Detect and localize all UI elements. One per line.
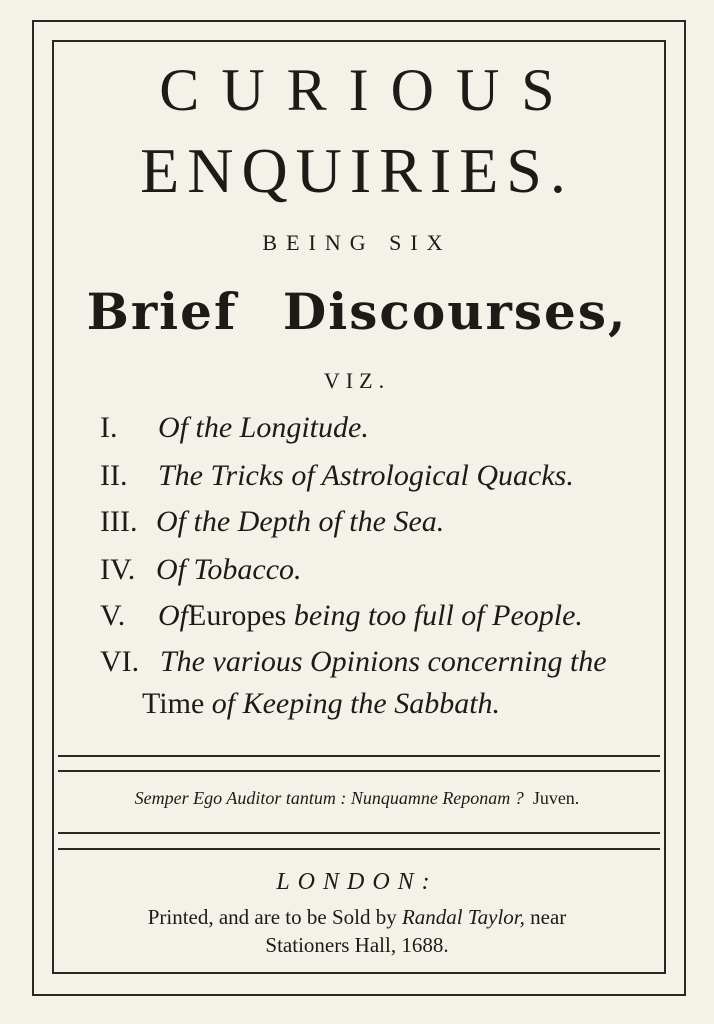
frame-inner-top	[52, 40, 666, 42]
title-curious: CURIOUS	[159, 57, 577, 123]
epigraph-author: Juven.	[532, 788, 580, 808]
item-text-europes: Europes	[188, 599, 287, 632]
imprint-near: near	[530, 905, 567, 929]
separator-lower-1	[58, 832, 660, 834]
item-text: Of the Depth of the Sea.	[156, 505, 445, 538]
frame-outer-bottom	[32, 994, 684, 996]
item-numeral: II.	[100, 459, 128, 492]
continuation-italic: of Keeping the Sabbath.	[211, 687, 501, 720]
continuation-roman: Time	[142, 687, 205, 720]
list-item	[100, 408, 369, 448]
title-brief-discourses: Brief Discourses,	[86, 282, 628, 341]
separator-upper-1	[58, 755, 660, 757]
item-numeral: IV.	[100, 553, 136, 586]
epigraph-text: Semper Ego Auditor tantum : Nunquamne Reponam ?	[134, 788, 524, 808]
item-text-rest: being too full of People.	[293, 599, 583, 632]
imprint-printed: Printed, and are to be Sold by	[147, 905, 397, 929]
item-text-of: Of	[158, 599, 188, 632]
list-item	[100, 502, 444, 542]
list-item	[100, 550, 302, 590]
title-enquiries: ENQUIRIES.	[140, 135, 574, 206]
imprint-line-1	[0, 902, 714, 932]
item-numeral: III.	[100, 505, 138, 538]
item-text: Of Tobacco.	[156, 553, 302, 586]
frame-outer-top	[32, 20, 684, 22]
frame-inner-bottom	[52, 972, 666, 974]
separator-lower-2	[58, 848, 660, 850]
list-item-continuation	[142, 684, 500, 724]
title-viz: VIZ.	[323, 368, 391, 393]
imprint-city: LONDON:	[276, 869, 438, 895]
item-text: Of the Longitude.	[158, 411, 369, 444]
item-numeral: I.	[100, 411, 118, 444]
item-numeral: V.	[100, 599, 126, 632]
epigraph	[0, 785, 714, 811]
list-item	[100, 596, 583, 636]
item-text: The various Opinions concerning the	[160, 645, 607, 678]
item-numeral: VI.	[100, 645, 140, 678]
imprint-line-2: Stationers Hall, 1688.	[265, 933, 449, 957]
list-item	[100, 642, 607, 682]
imprint-bookseller: Randal Taylor,	[401, 905, 525, 929]
separator-upper-2	[58, 770, 660, 772]
item-text: The Tricks of Astrological Quacks.	[158, 459, 574, 492]
title-being-six: BEING SIX	[262, 230, 452, 255]
list-item	[100, 456, 574, 496]
